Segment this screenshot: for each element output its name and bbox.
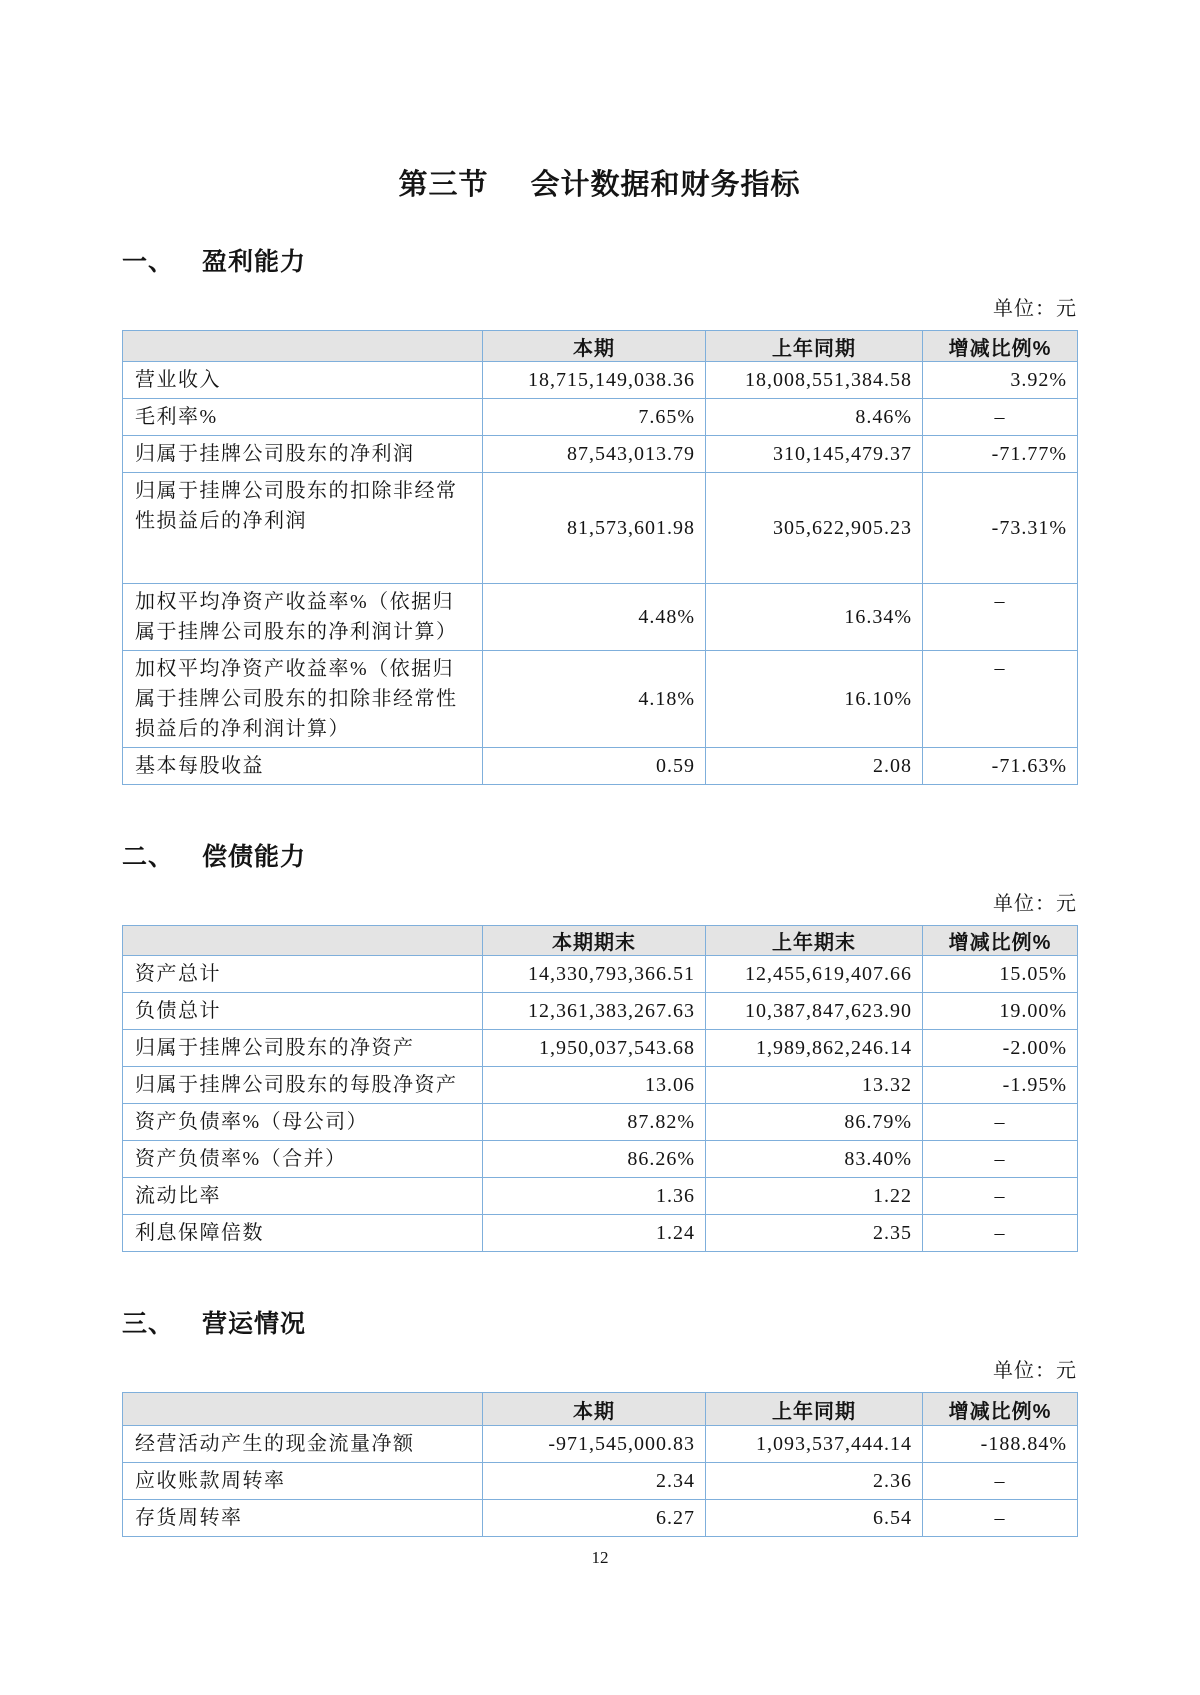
table-header-row: [123, 1393, 1078, 1426]
change-value-cell: –: [923, 651, 1078, 748]
current-value-cell: -971,545,000.83: [483, 1426, 706, 1463]
table-row: [123, 1500, 1078, 1537]
prior-value-cell: 16.10%: [706, 651, 923, 748]
change-value-cell: –: [923, 1463, 1078, 1500]
current-value-cell: 14,330,793,366.51: [483, 956, 706, 993]
section-heading-text: 偿债能力: [202, 843, 307, 871]
section-heading-text: 盈利能力: [202, 248, 307, 276]
prior-value-cell: 18,008,551,384.58: [706, 362, 923, 399]
prior-value-cell: 16.34%: [706, 584, 923, 651]
change-value-cell: –: [923, 1500, 1078, 1537]
column-header-current: 本期期末: [483, 926, 706, 956]
current-value-cell: 87,543,013.79: [483, 436, 706, 473]
row-label-cell: 毛利率%: [123, 399, 483, 436]
current-value-cell: 0.59: [483, 748, 706, 785]
section-index: 三、: [122, 1310, 175, 1338]
column-header-empty: [123, 926, 483, 956]
prior-value-cell: 2.35: [706, 1215, 923, 1252]
row-label-cell: 加权平均净资产收益率%（依据归属于挂牌公司股东的扣除非经常性损益后的净利润计算）: [123, 651, 483, 748]
current-value-cell: 7.65%: [483, 399, 706, 436]
column-header-current: 本期: [483, 1393, 706, 1426]
change-value-cell: -71.63%: [923, 748, 1078, 785]
table-row: [123, 399, 1078, 436]
table-row: [123, 1426, 1078, 1463]
table-row: [123, 473, 1078, 584]
current-value-cell: 4.48%: [483, 584, 706, 651]
row-label-cell: 资产负债率%（合并）: [123, 1141, 483, 1178]
table-row: [123, 1178, 1078, 1215]
column-header-prior: 上年同期: [706, 1393, 923, 1426]
row-label-cell: 营业收入: [123, 362, 483, 399]
prior-value-cell: 310,145,479.37: [706, 436, 923, 473]
row-label-cell: 加权平均净资产收益率%（依据归属于挂牌公司股东的净利润计算）: [123, 584, 483, 651]
prior-value-cell: 83.40%: [706, 1141, 923, 1178]
row-label-cell: 经营活动产生的现金流量净额: [123, 1426, 483, 1463]
table-row: [123, 956, 1078, 993]
page-title-section-number: 第三节: [398, 169, 489, 201]
row-label-cell: 归属于挂牌公司股东的扣除非经常性损益后的净利润: [123, 473, 483, 584]
page-title: [122, 168, 1077, 202]
table-row: [123, 1067, 1078, 1104]
solvency-table: [122, 925, 1078, 1252]
row-label-cell: 存货周转率: [123, 1500, 483, 1537]
page-title-text: 会计数据和财务指标: [530, 169, 801, 201]
column-header-empty: [123, 331, 483, 362]
prior-value-cell: 2.08: [706, 748, 923, 785]
change-value-cell: -188.84%: [923, 1426, 1078, 1463]
table-row: [123, 748, 1078, 785]
current-value-cell: 87.82%: [483, 1104, 706, 1141]
column-header-current: 本期: [483, 331, 706, 362]
prior-value-cell: 8.46%: [706, 399, 923, 436]
current-value-cell: 12,361,383,267.63: [483, 993, 706, 1030]
current-value-cell: 1.36: [483, 1178, 706, 1215]
row-label-cell: 负债总计: [123, 993, 483, 1030]
table-header-row: [123, 926, 1078, 956]
section-index: 二、: [122, 843, 175, 871]
current-value-cell: 6.27: [483, 1500, 706, 1537]
row-label-cell: 资产负债率%（母公司）: [123, 1104, 483, 1141]
table-row: [123, 362, 1078, 399]
prior-value-cell: 10,387,847,623.90: [706, 993, 923, 1030]
column-header-empty: [123, 1393, 483, 1426]
section-solvency: [122, 843, 1077, 1252]
table-row: [123, 1215, 1078, 1252]
row-label-cell: 归属于挂牌公司股东的净资产: [123, 1030, 483, 1067]
unit-label: 单位：元: [993, 298, 1077, 320]
change-value-cell: –: [923, 1178, 1078, 1215]
column-header-change: 增减比例%: [923, 331, 1078, 362]
table-row: [123, 1463, 1078, 1500]
table-row: [123, 436, 1078, 473]
section-index: 一、: [122, 248, 175, 276]
operations-table: [122, 1392, 1078, 1537]
column-header-change: 增减比例%: [923, 1393, 1078, 1426]
prior-value-cell: 86.79%: [706, 1104, 923, 1141]
section-heading: [122, 248, 1077, 276]
prior-value-cell: 2.36: [706, 1463, 923, 1500]
prior-value-cell: 1,093,537,444.14: [706, 1426, 923, 1463]
current-value-cell: 2.34: [483, 1463, 706, 1500]
change-value-cell: -73.31%: [923, 473, 1078, 584]
change-value-cell: –: [923, 1141, 1078, 1178]
prior-value-cell: 305,622,905.23: [706, 473, 923, 584]
prior-value-cell: 1.22: [706, 1178, 923, 1215]
unit-label: 单位：元: [993, 893, 1077, 915]
change-value-cell: -1.95%: [923, 1067, 1078, 1104]
change-value-cell: –: [923, 1215, 1078, 1252]
section-profitability: [122, 248, 1077, 785]
current-value-cell: 81,573,601.98: [483, 473, 706, 584]
table-row: [123, 1104, 1078, 1141]
column-header-prior: 上年同期: [706, 331, 923, 362]
current-value-cell: 1,950,037,543.68: [483, 1030, 706, 1067]
column-header-change: 增减比例%: [923, 926, 1078, 956]
prior-value-cell: 6.54: [706, 1500, 923, 1537]
section-heading-text: 营运情况: [202, 1310, 307, 1338]
row-label-cell: 流动比率: [123, 1178, 483, 1215]
current-value-cell: 18,715,149,038.36: [483, 362, 706, 399]
table-row: [123, 651, 1078, 748]
current-value-cell: 1.24: [483, 1215, 706, 1252]
column-header-prior: 上年期末: [706, 926, 923, 956]
table-row: [123, 1030, 1078, 1067]
row-label-cell: 归属于挂牌公司股东的每股净资产: [123, 1067, 483, 1104]
change-value-cell: -2.00%: [923, 1030, 1078, 1067]
change-value-cell: –: [923, 399, 1078, 436]
table-header-row: [123, 331, 1078, 362]
prior-value-cell: 12,455,619,407.66: [706, 956, 923, 993]
change-value-cell: –: [923, 584, 1078, 651]
change-value-cell: 3.92%: [923, 362, 1078, 399]
row-label-cell: 资产总计: [123, 956, 483, 993]
prior-value-cell: 1,989,862,246.14: [706, 1030, 923, 1067]
table-row: [123, 1141, 1078, 1178]
change-value-cell: –: [923, 1104, 1078, 1141]
row-label-cell: 应收账款周转率: [123, 1463, 483, 1500]
row-label-cell: 利息保障倍数: [123, 1215, 483, 1252]
section-heading: [122, 1310, 1077, 1338]
change-value-cell: -71.77%: [923, 436, 1078, 473]
current-value-cell: 86.26%: [483, 1141, 706, 1178]
row-label-cell: 基本每股收益: [123, 748, 483, 785]
table-row: [123, 993, 1078, 1030]
unit-label: 单位：元: [993, 1360, 1077, 1382]
row-label-cell: 归属于挂牌公司股东的净利润: [123, 436, 483, 473]
table-row: [123, 584, 1078, 651]
prior-value-cell: 13.32: [706, 1067, 923, 1104]
page-number: 12: [591, 1548, 609, 1567]
change-value-cell: 19.00%: [923, 993, 1078, 1030]
profitability-table: [122, 330, 1078, 785]
current-value-cell: 4.18%: [483, 651, 706, 748]
section-operations: [122, 1310, 1077, 1537]
change-value-cell: 15.05%: [923, 956, 1078, 993]
current-value-cell: 13.06: [483, 1067, 706, 1104]
section-heading: [122, 843, 1077, 871]
